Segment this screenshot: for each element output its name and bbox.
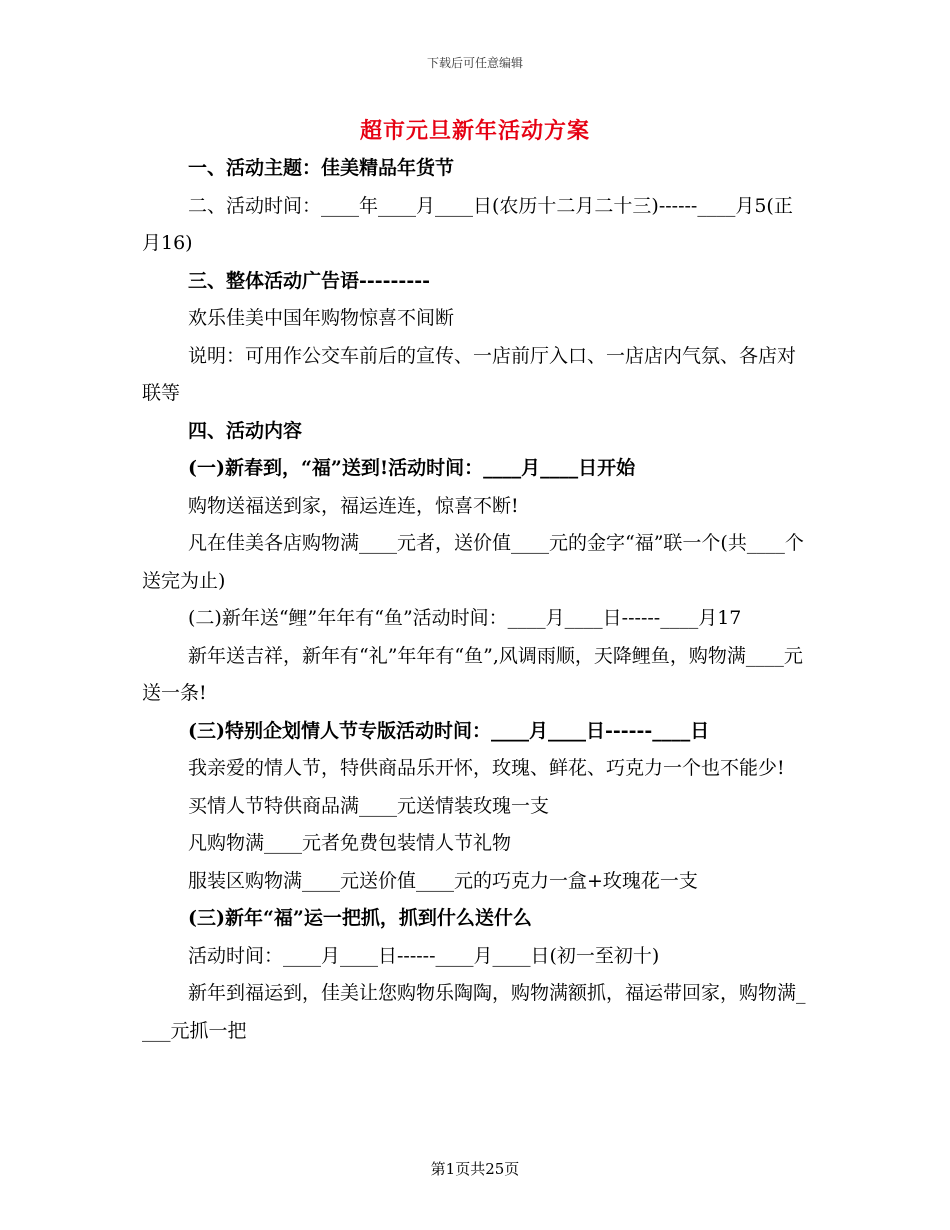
document-title: 超市元旦新年活动方案 [359, 118, 590, 144]
paragraph: 服装区购物满____元送价值____元的巧克力一盒+玫瑰花一支 [188, 869, 698, 892]
paragraph: 欢乐佳美中国年购物惊喜不间断 [188, 307, 455, 329]
paragraph: 凡在佳美各店购物满____元者，送价值____元的金字“福”联一个(共____个送完为止) [142, 532, 804, 592]
paragraph: 二、活动时间：____年____月____日(农历十二月二十三)------____月5(正月16) [142, 194, 793, 254]
paragraph: (三)特别企划情人节专版活动时间：____月____日------____日 [188, 719, 710, 742]
paragraph: 说明：可用作公交车前后的宣传、一店前厅入口、一店店内气氛、各店对联等 [142, 344, 797, 404]
paragraph: 新年到福运到，佳美让您购物乐陶陶，购物满额抓，福运带回家，购物满____元抓一把 [142, 982, 806, 1042]
paragraph: 四、活动内容 [188, 419, 303, 442]
paragraph: 凡购物满____元者免费包装情人节礼物 [188, 832, 512, 854]
paragraph: (三)新年“福”运一把抓，抓到什么送什么 [188, 907, 532, 929]
paragraph: 三、整体活动广告语--------- [188, 269, 430, 292]
paragraph: 新年送吉祥，新年有“礼”年年有“鱼”,风调雨顺，天降鲤鱼，购物满____元送一条! [142, 644, 803, 704]
page-footer: 第1页共25页 [430, 1160, 520, 1178]
paragraph: 买情人节特供商品满____元送情装玫瑰一支 [188, 794, 550, 817]
header-note: 下载后可任意编辑 [426, 56, 523, 70]
paragraph: 购物送福送到家，福运连连，惊喜不断! [188, 494, 519, 517]
paragraph: 我亲爱的情人节，特供商品乐开怀，玫瑰、鲜花、巧克力一个也不能少! [188, 757, 785, 779]
paragraph: (二)新年送“鲤”年年有“鱼”活动时间：____月____日------____月17 [188, 607, 742, 629]
paragraph: (一)新春到，“福”送到!活动时间：____月____日开始 [188, 457, 636, 479]
paragraph: 活动时间：____月____日------____月____日(初一至初十) [188, 944, 660, 967]
document-body [142, 150, 810, 1050]
paragraph: 一、活动主题：佳美精品年货节 [188, 157, 455, 179]
